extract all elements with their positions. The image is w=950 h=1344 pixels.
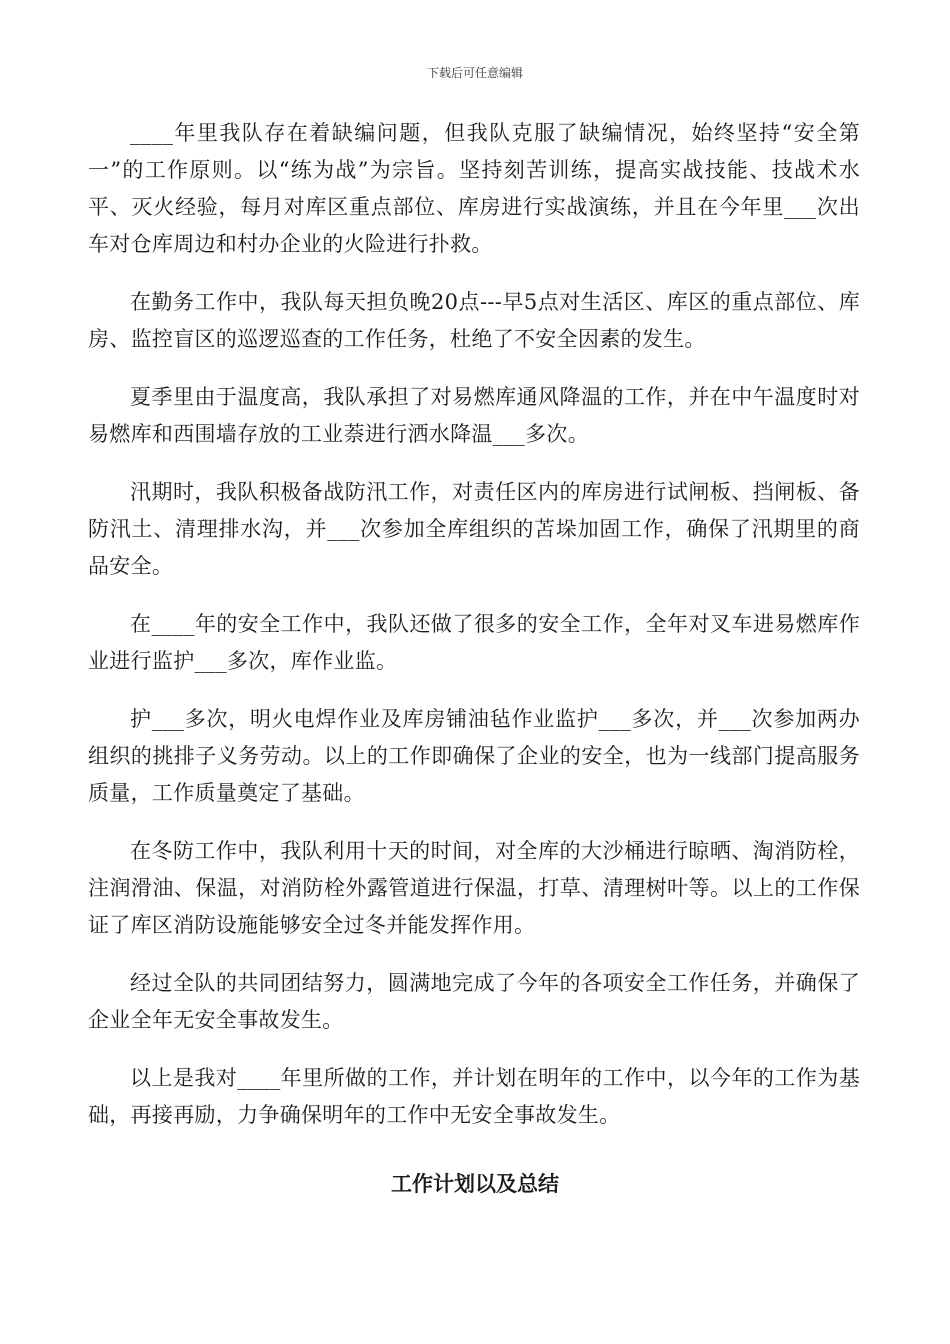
- section-title: 工作计划以及总结: [391, 1172, 559, 1196]
- paragraph-winter-prevention: 在冬防工作中，我队利用十天的时间，对全库的大沙桶进行晾晒、淘消防栓，注润滑油、保温，对消防栓外露管道进行保温，打草、清理树叶等。以上的工作保证了库区消防设施能够安全过冬并能发挥作用。: [88, 839, 860, 937]
- paragraph-summer-cooling: 夏季里由于温度高，我队承担了对易燃库通风降温的工作，并在中午温度时对易燃库和西围墙存放的工业萘进行洒水降温___多次。: [88, 385, 860, 446]
- document-body: [88, 115, 860, 1155]
- paragraph-staffing: ____年里我队存在着缺编问题，但我队克服了缺编情况，始终坚持“安全第一”的工作原则。以“练为战”为宗旨。坚持刻苦训练，提高实战技能、技战术水平、灭火经验，每月对库区重点部位、库房进行实战演练，并且在今年里___次出车对仓库周边和村办企业的火险进行扑救。: [88, 121, 860, 256]
- paragraph-flood-prevention: 汛期时，我队积极备战防汛工作，对责任区内的库房进行试闸板、挡闸板、备防汛土、清理排水沟，并___次参加全库组织的苫垛加固工作，确保了汛期里的商品安全。: [88, 480, 860, 578]
- paragraph-supervision: 护___多次，明火电焊作业及库房铺油毡作业监护___多次，并___次参加两办组织的挑排子义务劳动。以上的工作即确保了企业的安全，也为一线部门提高服务质量，工作质量奠定了基础。: [88, 707, 860, 805]
- page-header: 下载后可任意编辑: [426, 66, 523, 80]
- paragraph-conclusion: 以上是我对____年里所做的工作，并计划在明年的工作中，以今年的工作为基础，再接再励，力争确保明年的工作中无安全事故发生。: [88, 1066, 860, 1127]
- paragraph-achievement: 经过全队的共同团结努力，圆满地完成了今年的各项安全工作任务，并确保了企业全年无安全事故发生。: [88, 971, 860, 1032]
- paragraph-patrol-duty: 在勤务工作中，我队每天担负晚20点---早5点对生活区、库区的重点部位、库房、监控盲区的巡逻巡查的工作任务，杜绝了不安全因素的发生。: [88, 290, 860, 351]
- paragraph-safety-work: 在____年的安全工作中，我队还做了很多的安全工作，全年对叉车进易燃库作业进行监护___多次，库作业监。: [88, 612, 860, 673]
